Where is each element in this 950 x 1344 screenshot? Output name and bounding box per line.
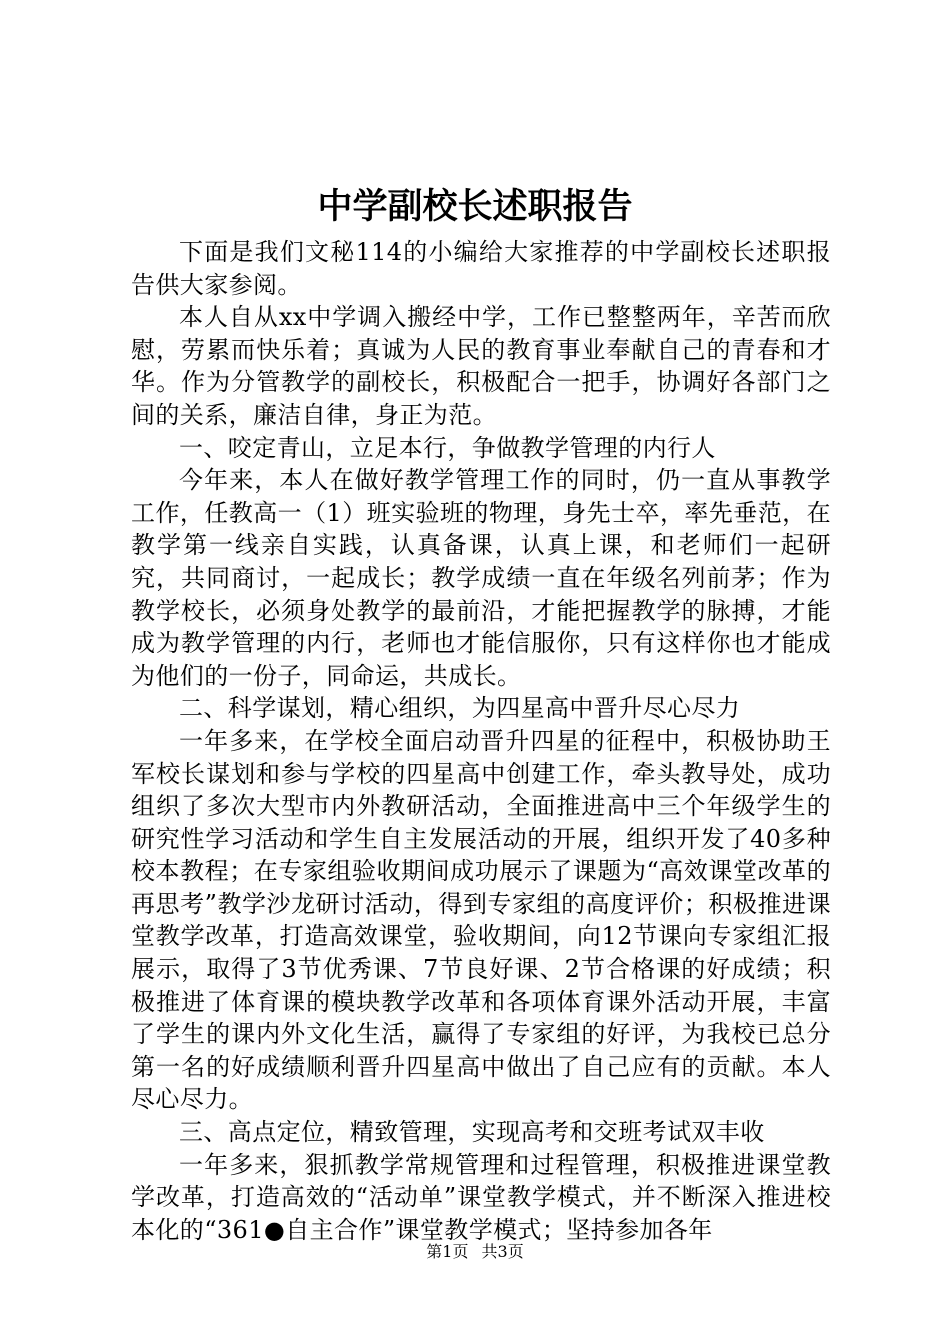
page-footer [0,1240,950,1264]
section-paragraph-1: 今年来，本人在做好教学管理工作的同时，仍一直从事教学工作，任教高一（1）班实验班的物理，身先士卒，率先垂范，在教学第一线亲自实践，认真备课，认真上课，和老师们一起研究，共同商讨，一起成长；教学成绩一直在年级名列前茅；作为教学校长，必须身处教学的最前沿，才能把握教学的脉搏，才能成为教学管理的内行，老师也才能信服你，只有这样你也才能成为他们的一份子，同命运，共成长。 [131,466,831,690]
page-number: 第1页 [426,1242,469,1261]
section-paragraph-3: 一年多来，狠抓教学常规管理和过程管理，积极推进课堂教学改革，打造高效的“活动单”课堂教学模式，并不断深入推进校本化的“361●自主合作”课堂教学模式；坚持参加各年 [131,1150,831,1244]
opening-paragraph: 本人自从xx中学调入搬经中学，工作已整整两年，辛苦而欣慰，劳累而快乐着；真诚为人民的教育事业奉献自己的青春和才华。作为分管教学的副校长，积极配合一把手，协调好各部门之间的关系，廉洁自律，身正为范。 [131,303,831,429]
section-heading-2: 二、科学谋划，精心组织，为四星高中晋升尽心尽力 [179,694,741,723]
page-total: 共3页 [481,1242,524,1261]
section-heading-1: 一、咬定青山，立足本行，争做教学管理的内行人 [179,433,716,462]
document-body [131,236,831,1246]
document-title: 中学副校长述职报告 [317,187,633,227]
intro-paragraph: 下面是我们文秘114的小编给大家推荐的中学副校长述职报告供大家参阅。 [131,238,831,299]
section-paragraph-2: 一年多来，在学校全面启动晋升四星的征程中，积极协助王军校长谋划和参与学校的四星高中创建工作，牵头教导处，成功组织了多次大型市内外教研活动，全面推进高中三个年级学生的研究性学习活动和学生自主发展活动的开展，组织开发了40多种校本教程；在专家组验收期间成功展示了课题为“高效课堂改革的再思考”教学沙龙研讨活动，得到专家组的高度评价；积极推进课堂教学改革，打造高效课堂，验收期间，向12节课向专家组汇报展示，取得了3节优秀课、7节良好课、2节合格课的好成绩；积极推进了体育课的模块教学改革和各项体育课外活动开展，丰富了学生的课内外文化生活，赢得了专家组的好评，为我校已总分第一名的好成绩顺利晋升四星高中做出了自己应有的贡献。本人尽心尽力。 [131,726,831,1114]
section-heading-3: 三、高点定位，精致管理，实现高考和交班考试双丰收 [179,1118,765,1147]
